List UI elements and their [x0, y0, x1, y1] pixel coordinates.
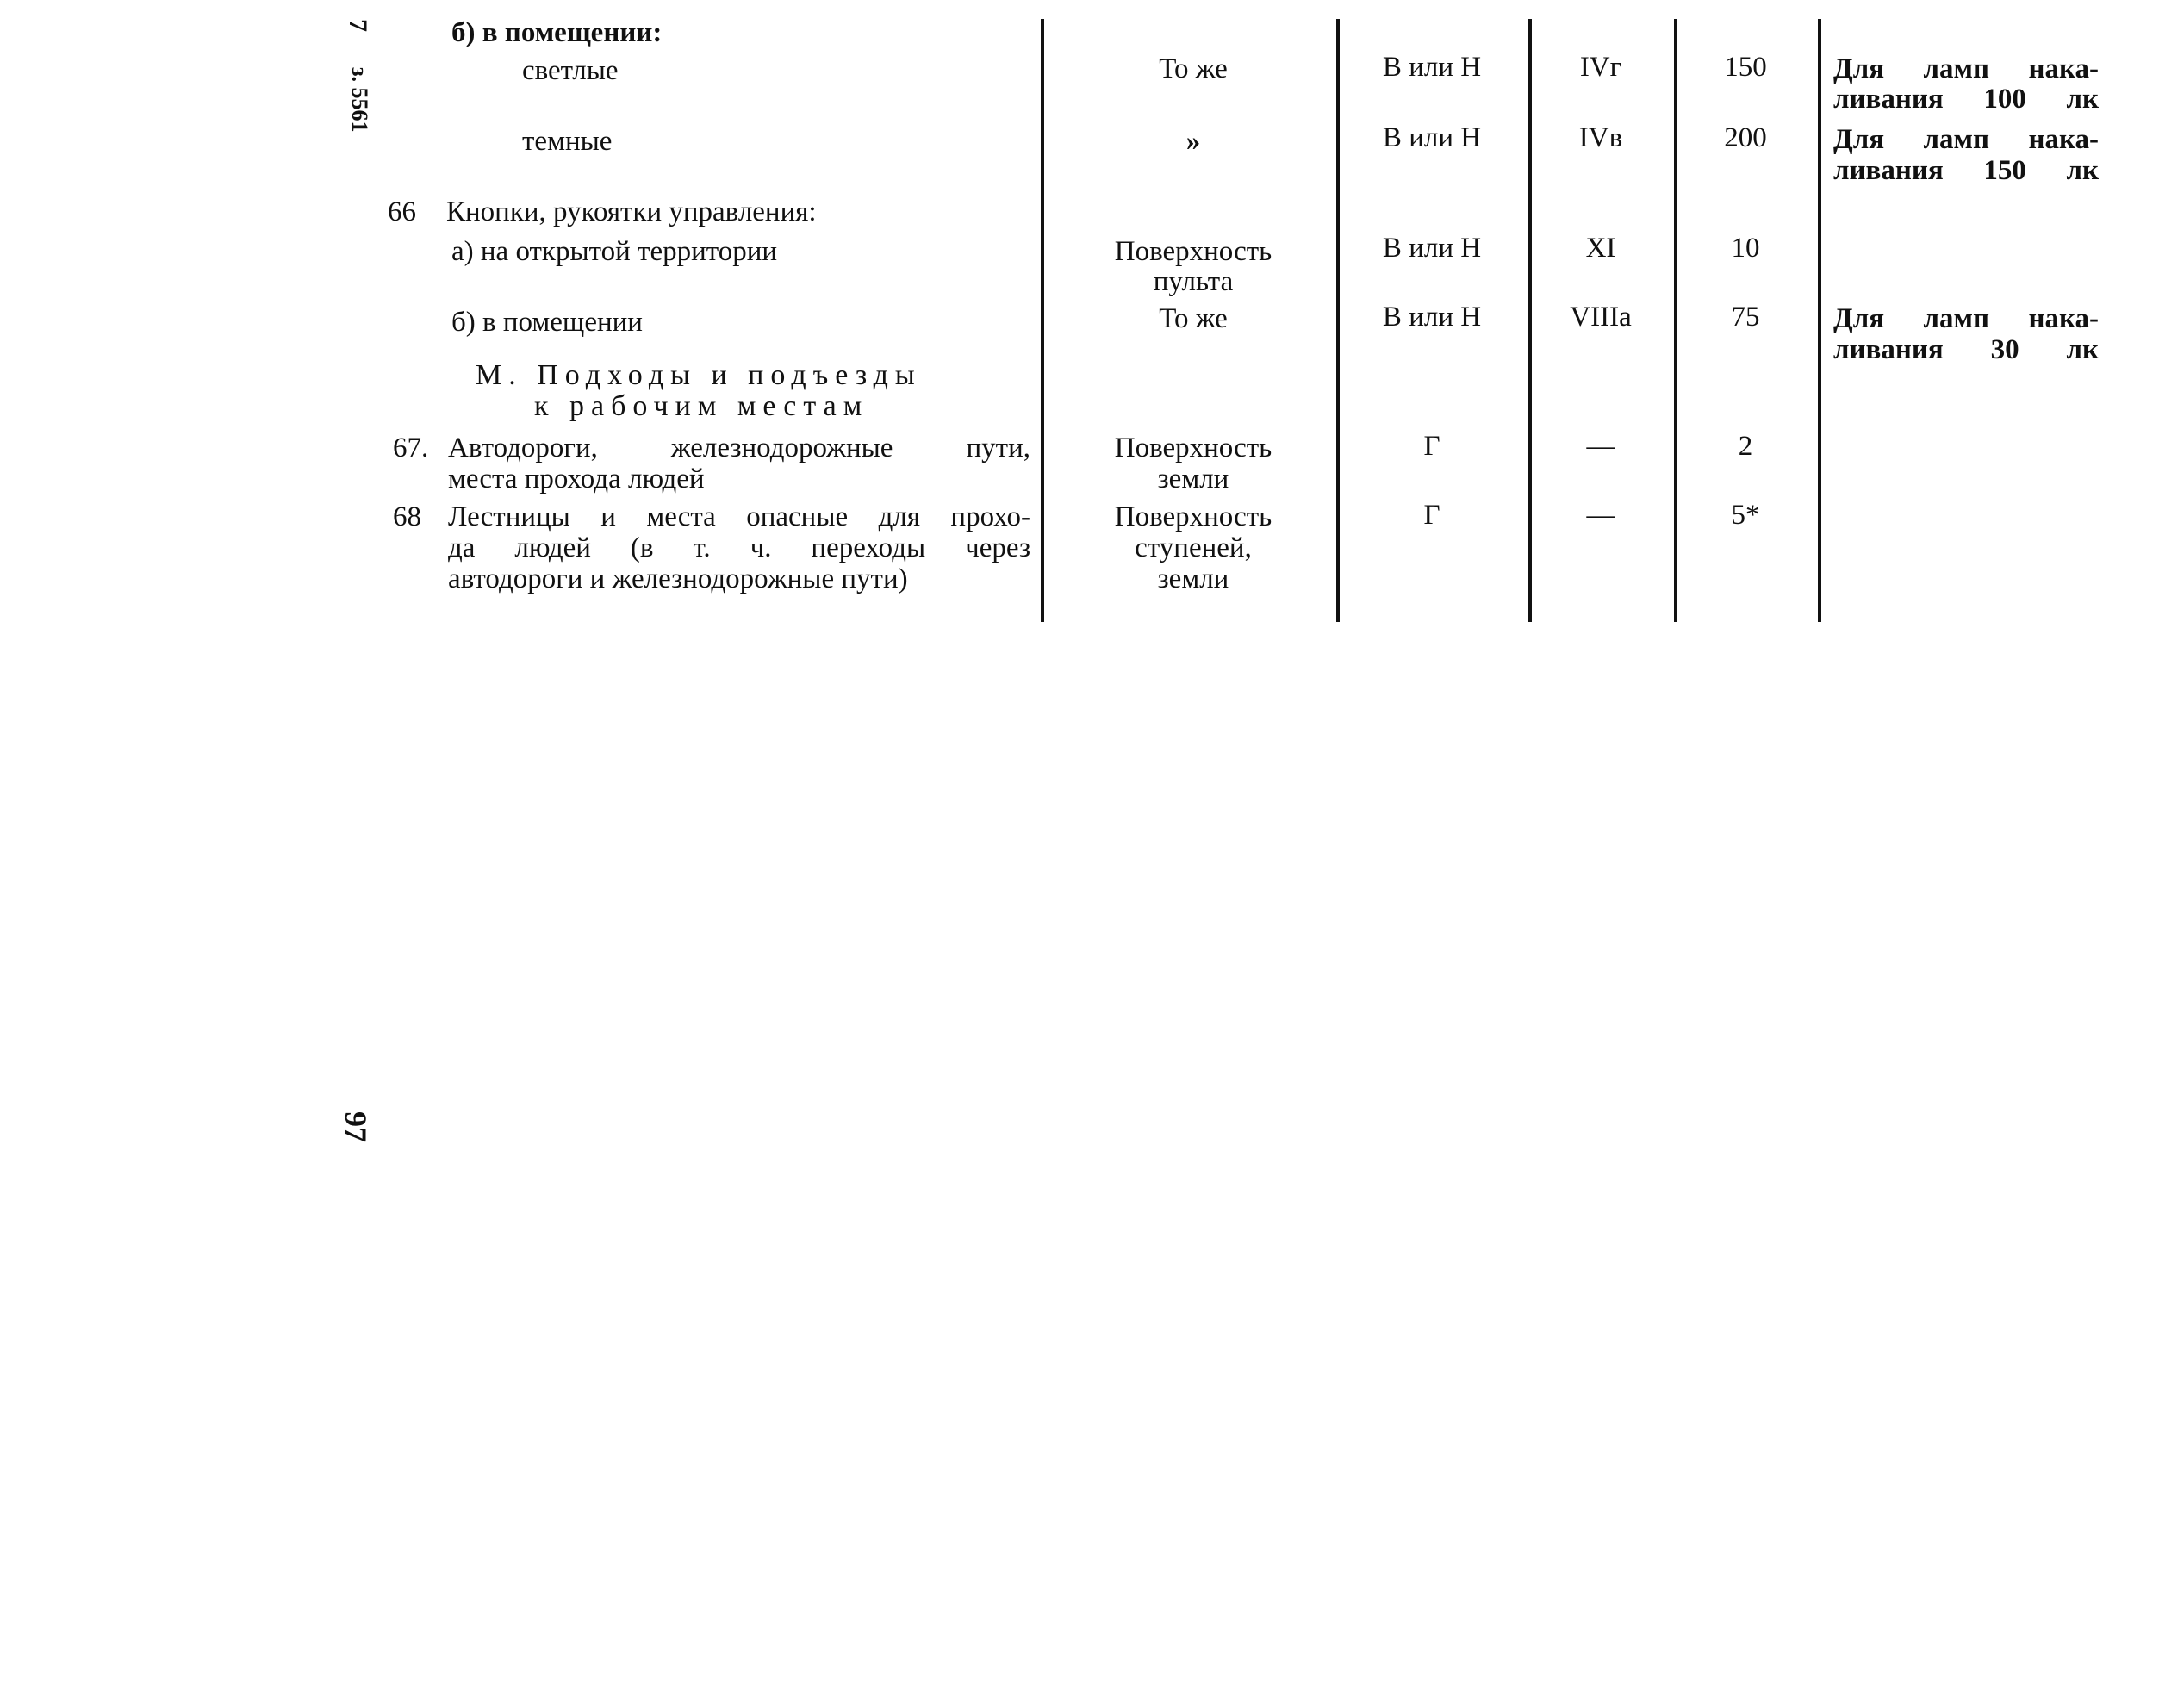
- row66b-category: VIIIa: [1570, 302, 1632, 333]
- row68-surface-3: земли: [1157, 563, 1229, 594]
- row65b-sub1-name: светлые: [522, 55, 619, 86]
- row66b-lux: 75: [1731, 302, 1760, 333]
- row67-number: 67.: [393, 432, 429, 463]
- row66b-plane: В или Н: [1382, 302, 1482, 333]
- section-m-heading-line-2: к рабочим местам: [534, 390, 869, 422]
- row66b-note-2: ливания 30 лк: [1833, 334, 2099, 365]
- row65b-label: б) в помещении:: [451, 17, 663, 48]
- row67-surface-2: земли: [1157, 463, 1229, 495]
- row68-lux: 5*: [1731, 500, 1760, 531]
- row65b-sub1-surface: То же: [1159, 53, 1228, 84]
- row65b-sub1-plane: В или Н: [1382, 52, 1482, 83]
- table-rule-5: [1818, 19, 1821, 622]
- row66-label: Кнопки, рукоятки управления:: [446, 196, 817, 227]
- page-number-bottom: 97: [339, 1111, 373, 1142]
- row68-number: 68: [393, 501, 421, 532]
- row66b-name: б) в помещении: [451, 307, 643, 338]
- row68-category: —: [1586, 500, 1615, 531]
- row65b-sub2-lux: 200: [1724, 122, 1767, 153]
- row66a-plane: В или Н: [1382, 233, 1482, 264]
- row67-lux: 2: [1738, 431, 1753, 462]
- row66a-name: а) на открытой территории: [451, 236, 778, 267]
- table-rule-1: [1041, 19, 1044, 622]
- row67-category: —: [1586, 431, 1615, 462]
- row65b-sub1-note-2: ливания 100 лк: [1833, 84, 2099, 115]
- row66a-lux: 10: [1731, 233, 1760, 264]
- page-number-top: 7: [344, 19, 372, 32]
- order-code: з. 5561: [347, 67, 372, 133]
- row68-plane: Г: [1423, 500, 1440, 531]
- row65b-sub2-plane: В или Н: [1382, 122, 1482, 153]
- row66a-surface-1: Поверхность: [1114, 236, 1272, 267]
- row65b-sub2-name: темные: [522, 126, 613, 157]
- row65b-sub1-note-1: Для ламп нака-: [1833, 53, 2099, 84]
- row68-surface-2: ступеней,: [1135, 532, 1252, 563]
- row67-surface-1: Поверхность: [1114, 432, 1272, 463]
- row65b-sub1-lux: 150: [1724, 52, 1767, 83]
- row65b-sub2-surface: »: [1185, 126, 1201, 157]
- row66a-surface-2: пульта: [1153, 266, 1234, 297]
- row65b-sub2-note-2: ливания 150 лк: [1833, 155, 2099, 186]
- row66-number: 66: [388, 196, 416, 227]
- row68-surface-1: Поверхность: [1114, 501, 1272, 532]
- row65b-sub2-note-1: Для ламп нака-: [1833, 124, 2099, 155]
- row66a-category: XI: [1585, 233, 1616, 264]
- table-rule-3: [1528, 19, 1532, 622]
- section-m-heading-line-1: М. Подходы и подъезды: [476, 359, 922, 391]
- row67-text-1: Автодороги, железнодорожные пути,: [448, 432, 1030, 463]
- row65b-sub1-category: IVг: [1579, 52, 1622, 83]
- table-rule-2: [1336, 19, 1340, 622]
- row68-text-2: да людей (в т. ч. переходы через: [448, 532, 1030, 563]
- row68-text-3: автодороги и железнодорожные пути): [448, 563, 908, 594]
- row67-text-2: места прохода людей: [448, 463, 705, 495]
- table-rule-4: [1674, 19, 1677, 622]
- row66b-note-1: Для ламп нака-: [1833, 303, 2099, 334]
- row67-plane: Г: [1423, 431, 1440, 462]
- row68-text-1: Лестницы и места опасные для прохо-: [448, 501, 1030, 532]
- row66b-surface: То же: [1159, 303, 1228, 334]
- row65b-sub2-category: IVв: [1578, 122, 1623, 153]
